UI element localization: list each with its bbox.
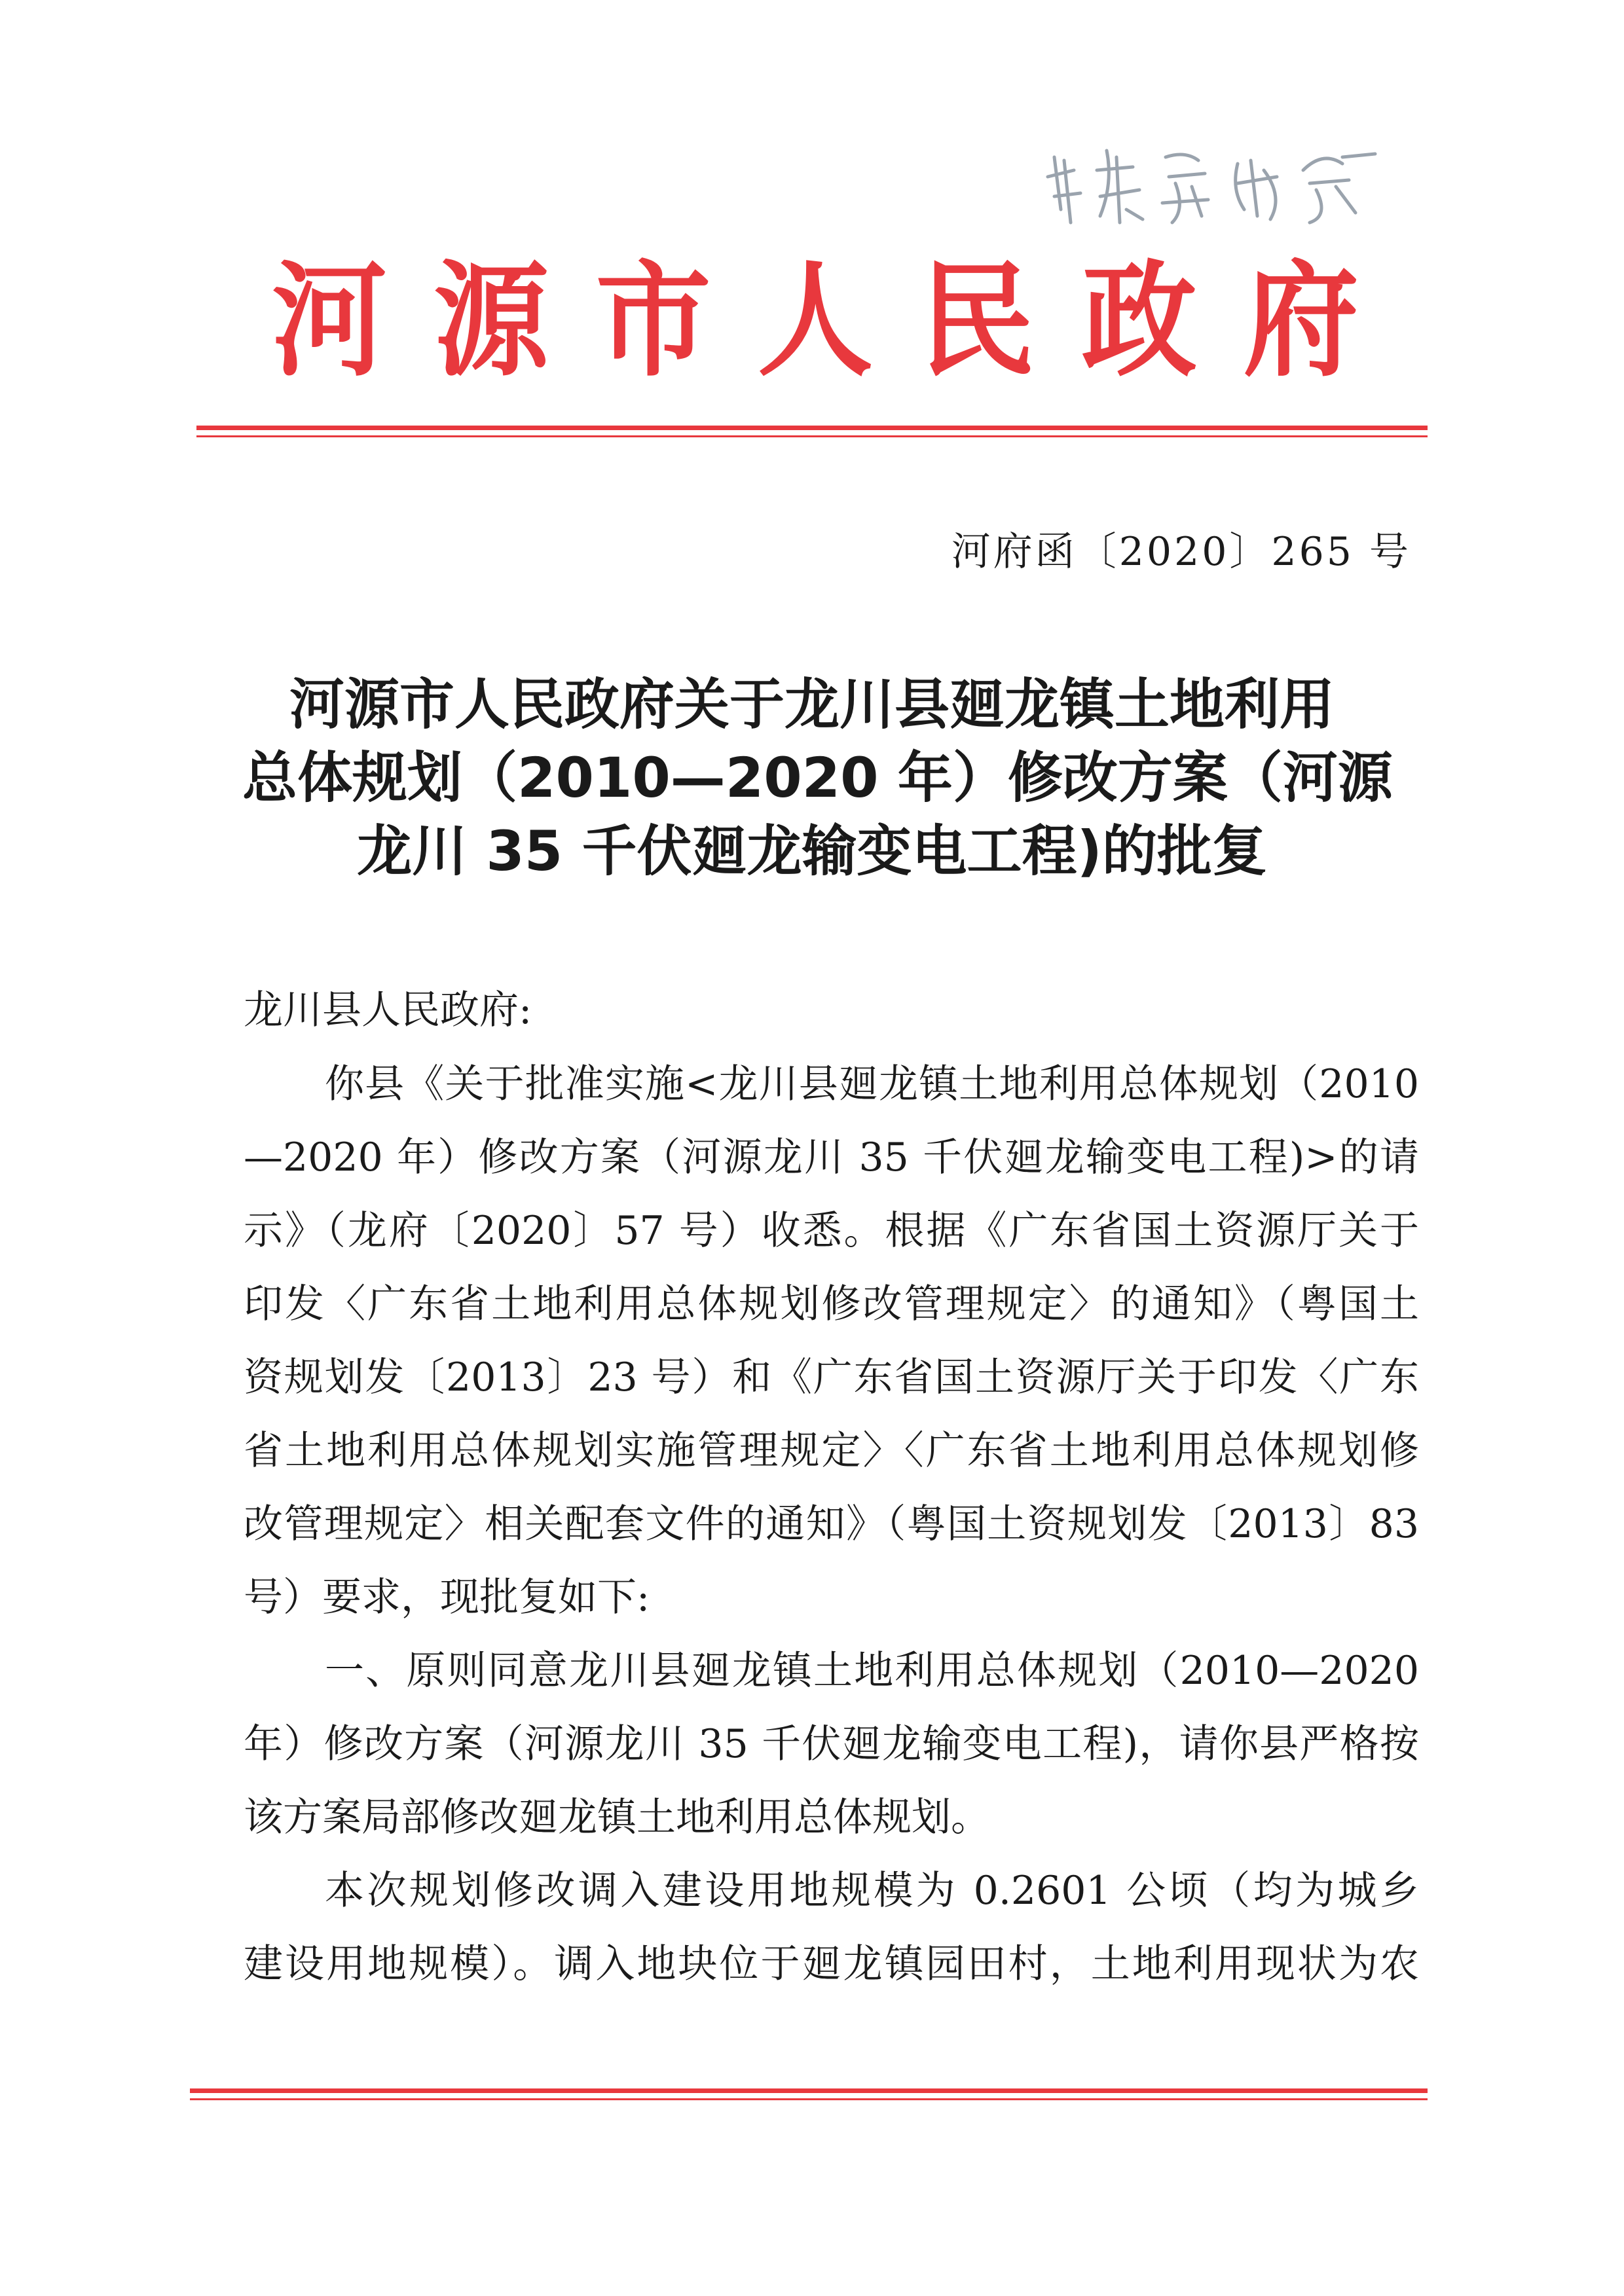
body-line: 本次规划修改调入建设用地规模为 0.2601 公顷（均为城乡 [325, 1868, 1419, 1914]
body-line: 印发〈广东省土地利用总体规划修改管理规定〉的通知》（粤国土 [244, 1281, 1419, 1327]
masthead-char: 市 [595, 247, 711, 394]
document-body [244, 1048, 1419, 2001]
body-line: 示》（龙府〔2020〕57 号）收悉。根据《广东省国土资源厅关于 [244, 1208, 1419, 1254]
masthead-char: 河 [272, 247, 388, 394]
title-line: 河源市人民政府关于龙川县廻龙镇土地利用 [289, 672, 1335, 737]
footer-divider-thin [190, 2098, 1428, 2100]
handwritten-note [1035, 131, 1401, 236]
masthead-divider-thick [196, 426, 1428, 430]
salutation: 龙川县人民政府: [244, 987, 532, 1033]
body-line: 一、原则同意龙川县廻龙镇土地利用总体规划（2010—2020 [325, 1648, 1419, 1694]
masthead-char: 民 [919, 247, 1035, 394]
document-title [242, 668, 1393, 888]
body-line: 省土地利用总体规划实施管理规定〉〈广东省土地利用总体规划修 [244, 1428, 1419, 1474]
masthead-divider-thin [196, 435, 1428, 437]
masthead-char: 政 [1081, 247, 1197, 394]
masthead [0, 242, 1624, 399]
body-line: 该方案局部修改廻龙镇土地利用总体规划。 [244, 1795, 990, 1840]
body-line: 建设用地规模）。调入地块位于廻龙镇园田村，土地利用现状为农 [244, 1941, 1419, 1987]
masthead-char: 人 [757, 247, 873, 394]
document-number: 河府函〔2020〕265 号 [951, 529, 1411, 575]
body-line: —2020 年）修改方案（河源龙川 35 千伏廻龙输变电工程)>的请 [244, 1135, 1419, 1180]
body-line: 你县《关于批准实施<龙川县廻龙镇土地利用总体规划（2010 [325, 1061, 1419, 1107]
footer-divider-thick [190, 2088, 1428, 2093]
masthead-char: 源 [434, 247, 549, 394]
title-line: 总体规划（2010—2020 年）修改方案（河源 [242, 746, 1393, 810]
body-line: 年）修改方案（河源龙川 35 千伏廻龙输变电工程)，请你县严格按 [244, 1721, 1419, 1767]
body-line: 资规划发〔2013〕23 号）和《广东省国土资源厅关于印发〈广东 [244, 1355, 1419, 1400]
masthead-char: 府 [1243, 247, 1359, 394]
body-line: 改管理规定〉相关配套文件的通知》（粤国土资规划发〔2013〕83 [244, 1501, 1419, 1547]
masthead-title [272, 242, 1359, 399]
handwriting-scribble-icon [1035, 131, 1401, 236]
body-line: 号）要求，现批复如下: [244, 1575, 650, 1620]
title-line: 龙川 35 千伏廻龙输变电工程)的批复 [357, 819, 1267, 883]
